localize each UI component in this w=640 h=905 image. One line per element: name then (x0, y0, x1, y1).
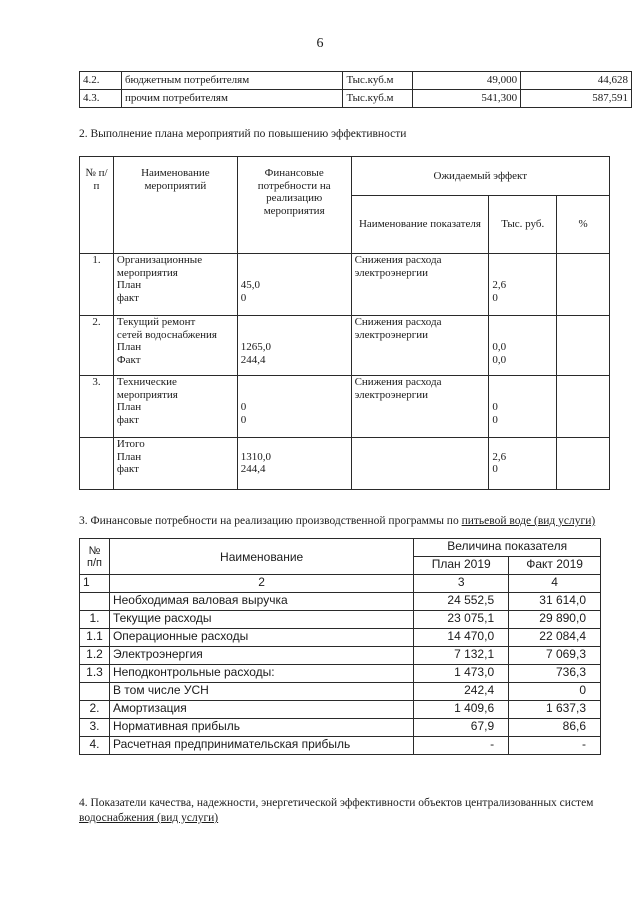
cell-measure-name (113, 376, 237, 438)
cell-line: 0 (492, 401, 498, 413)
cell-num (80, 438, 114, 490)
cell-plan: 541,300 (413, 90, 521, 108)
cell-line (241, 316, 348, 329)
header-percent: % (557, 196, 610, 254)
header-col-3: 3 (414, 575, 509, 593)
cell-plan: 1 473,0 (414, 665, 509, 683)
header-col-1: 1 (80, 575, 110, 593)
cell-line: 0,0 (492, 353, 507, 366)
cell-line (492, 316, 553, 329)
cell-unit: Тыс.куб.м (343, 72, 413, 90)
cell-name: Нормативная прибыль (109, 719, 413, 737)
cell-line: 0 (240, 413, 247, 426)
cell-plan: 23 075,1 (414, 611, 509, 629)
cell-thousand-rub (489, 438, 557, 490)
cell-line: Текущий ремонт (116, 316, 196, 328)
cell-line (241, 376, 348, 389)
table-row (80, 438, 610, 490)
cell-fact: 736,3 (509, 665, 601, 683)
cell-indicator: Снижения расхода электроэнергии (351, 254, 489, 316)
header-num: № п/п (80, 539, 110, 575)
header-expected-effect: Ожидаемый эффект (351, 157, 609, 196)
header-name: Наименование (109, 539, 413, 575)
cell-plan: - (414, 737, 509, 755)
cell-fact: - (509, 737, 601, 755)
cell-name: Неподконтрольные расходы: (109, 665, 413, 683)
cell-line: Факт (116, 353, 141, 366)
cell-line (492, 254, 553, 267)
cell-line: 0 (492, 413, 498, 426)
cell-plan: 67,9 (414, 719, 509, 737)
cell-name: Амортизация (109, 701, 413, 719)
cell-num: 3. (80, 719, 110, 737)
cell-num: 1.1 (80, 629, 110, 647)
cell-unit: Тыс.куб.м (343, 90, 413, 108)
table-row (80, 665, 601, 683)
section2-title: 2. Выполнение плана мероприятий по повышению эффективности (79, 128, 407, 140)
cell-line: сетей водоснабжения (116, 328, 217, 341)
cell-plan: 14 470,0 (414, 629, 509, 647)
cell-line: 2,6 (492, 279, 507, 291)
cell-measure-name (113, 316, 237, 376)
table-row (80, 629, 601, 647)
header-finance: Финансовые потребности на реализацию мероприятия (237, 157, 351, 254)
cell-fact: 29 890,0 (509, 611, 601, 629)
cell-num: 2. (80, 316, 114, 376)
cell-num: 1.3 (80, 665, 110, 683)
cell-finance (237, 316, 351, 376)
cell-indicator: Снижения расхода электроэнергии (351, 376, 489, 438)
cell-indicator: Снижения расхода электроэнергии (351, 316, 489, 376)
cell-name: В том числе УСН (109, 683, 413, 701)
cell-num: 2. (80, 701, 110, 719)
cell-line (492, 438, 553, 451)
cell-num: 1. (80, 254, 114, 316)
page-number: 6 (316, 36, 324, 51)
cell-name: Электроэнергия (109, 647, 413, 665)
cell-line (241, 254, 348, 267)
header-num: № п/п (80, 157, 114, 254)
cell-indicator (351, 438, 489, 490)
cell-line (241, 438, 348, 451)
cell-name: Расчетная предпринимательская прибыль (109, 737, 413, 755)
cell-num: 1. (80, 611, 110, 629)
cell-line (241, 329, 348, 342)
cell-thousand-rub (489, 376, 557, 438)
cell-line: 1265,0 (240, 341, 272, 353)
table-row (80, 611, 601, 629)
cell-name: Текущие расходы (109, 611, 413, 629)
table-row (80, 647, 601, 665)
header-col-4: 4 (509, 575, 601, 593)
cell-name: Необходимая валовая выручка (109, 593, 413, 611)
header-measure-name: Наименование мероприятий (113, 157, 237, 254)
cell-thousand-rub (489, 316, 557, 376)
cell-line: 0 (240, 291, 247, 304)
header-thousand-rub: Тыс. руб. (489, 196, 557, 254)
cell-num: 3. (80, 376, 114, 438)
cell-line: Технические (116, 376, 177, 388)
cell-finance (237, 438, 351, 490)
cell-measure-name (113, 438, 237, 490)
financial-needs-table (79, 538, 601, 755)
cell-line (492, 329, 553, 342)
cell-line (492, 376, 553, 389)
cell-line: факт (116, 413, 139, 426)
table-row (80, 737, 601, 755)
cell-line: 0 (492, 291, 498, 304)
cell-plan: 24 552,5 (414, 593, 509, 611)
cell-fact: 31 614,0 (509, 593, 601, 611)
cell-name: Операционные расходы (109, 629, 413, 647)
cell-plan: 1 409,6 (414, 701, 509, 719)
cell-num: 4.3. (80, 90, 122, 108)
table-row (80, 701, 601, 719)
cell-line: факт (116, 463, 139, 475)
cell-thousand-rub (489, 254, 557, 316)
cell-line (241, 267, 348, 280)
cell-measure-name (113, 254, 237, 316)
cell-percent (557, 438, 610, 490)
cell-name: прочим потребителям (121, 90, 343, 108)
cell-line: 0 (240, 401, 247, 413)
cell-line: 45,0 (240, 279, 261, 291)
cell-name: бюджетным потребителям (121, 72, 343, 90)
cell-line: План (116, 401, 142, 413)
cell-line: 1310,0 (240, 450, 272, 463)
header-col-2: 2 (109, 575, 413, 593)
cell-line: мероприятия (116, 388, 178, 401)
header-plan-2019: План 2019 (414, 557, 509, 575)
cell-num (80, 683, 110, 701)
table-row (80, 90, 632, 108)
cell-line: Организационные (116, 254, 203, 266)
cell-plan: 7 132,1 (414, 647, 509, 665)
cell-percent (557, 376, 610, 438)
cell-fact: 44,628 (521, 72, 632, 90)
cell-line (492, 389, 553, 402)
cell-plan: 242,4 (414, 683, 509, 701)
table-row (80, 376, 610, 438)
table-row (80, 316, 610, 376)
cell-line (241, 389, 348, 402)
cell-line: мероприятия (116, 266, 178, 279)
cell-num (80, 593, 110, 611)
header-indicator-name: Наименование показателя (351, 196, 489, 254)
table-row (80, 72, 632, 90)
cell-num: 4.2. (80, 72, 122, 90)
cell-line: План (116, 450, 142, 463)
table-row (80, 254, 610, 316)
cell-line: План (116, 279, 142, 291)
cell-percent (557, 254, 610, 316)
cell-line: 244,4 (240, 463, 266, 475)
cell-fact: 587,591 (521, 90, 632, 108)
cell-line: План (116, 341, 142, 353)
cell-line: факт (116, 291, 139, 304)
section4-title: 4. Показатели качества, надежности, энергетической эффективности объектов централизованных систем водоснабжения (вид услуги) (79, 797, 594, 824)
cell-line: Итого (116, 438, 145, 450)
efficiency-measures-table (79, 156, 610, 490)
cell-percent (557, 316, 610, 376)
cell-finance (237, 254, 351, 316)
table-row (80, 719, 601, 737)
cell-fact: 0 (509, 683, 601, 701)
section3-title: 3. Финансовые потребности на реализацию производственной программы по питьевой воде (вид услуги) (79, 515, 596, 527)
header-value: Величина показателя (414, 539, 601, 557)
table-row (80, 593, 601, 611)
cell-fact: 7 069,3 (509, 647, 601, 665)
cell-num: 1.2 (80, 647, 110, 665)
cell-finance (237, 376, 351, 438)
cell-plan: 49,000 (413, 72, 521, 90)
cell-line: 0 (492, 463, 498, 475)
cell-num: 4. (80, 737, 110, 755)
cell-line: 244,4 (240, 353, 266, 366)
cell-line: 0,0 (492, 341, 507, 353)
volume-table (79, 71, 632, 108)
cell-fact: 86,6 (509, 719, 601, 737)
header-fact-2019: Факт 2019 (509, 557, 601, 575)
cell-fact: 1 637,3 (509, 701, 601, 719)
cell-line: 2,6 (492, 450, 507, 463)
cell-line (492, 267, 553, 280)
table-row (80, 683, 601, 701)
cell-fact: 22 084,4 (509, 629, 601, 647)
